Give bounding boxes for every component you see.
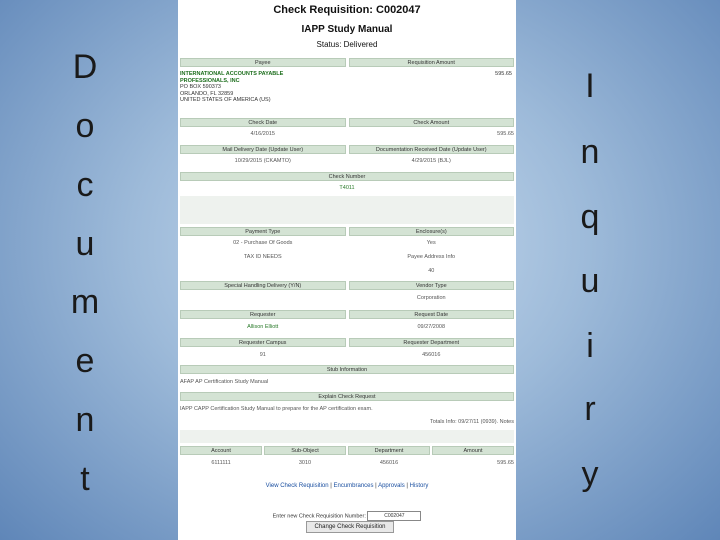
check-number-link[interactable]: T4011 xyxy=(339,185,355,191)
stub-row xyxy=(180,378,514,387)
amount-value: 595.65 xyxy=(497,460,514,466)
right-letter-6: r xyxy=(584,390,596,428)
payee-header: Payee xyxy=(180,58,346,67)
left-letter-6: e xyxy=(75,342,95,380)
right-letter-4: u xyxy=(580,262,600,300)
account-header: Account xyxy=(180,446,262,455)
amount-header: Amount xyxy=(432,446,514,455)
requisition-number-form xyxy=(178,511,516,521)
documentation-received-header: Documentation Received Date (Update User) xyxy=(349,145,515,154)
tax-row xyxy=(180,253,514,262)
left-letter-5: m xyxy=(70,283,100,321)
requester-link[interactable]: Allison Elliott xyxy=(247,324,279,330)
delivery-header-row xyxy=(180,145,514,154)
blank-band xyxy=(180,196,514,224)
view-check-requisition-link[interactable]: View Check Requisition xyxy=(265,483,329,489)
account-header-row xyxy=(180,446,514,455)
payee-address-1: PO BOX 590373 xyxy=(180,84,221,90)
change-check-requisition-button[interactable]: Change Check Requisition xyxy=(306,521,394,533)
vendor-type-header: Vendor Type xyxy=(349,281,515,290)
special-handling-header-row xyxy=(180,281,514,290)
stub-information-header: Stub Information xyxy=(180,365,514,374)
payee-name-2: PROFESSIONALS, INC xyxy=(180,77,240,84)
payee-name-1: INTERNATIONAL ACCOUNTS PAYABLE xyxy=(180,71,284,77)
stub-header-row xyxy=(180,365,514,374)
special-handling-value xyxy=(180,294,346,303)
right-letter-5: i xyxy=(586,327,594,365)
right-letter-7: y xyxy=(581,455,599,493)
check-date-header: Check Date xyxy=(180,118,346,127)
payee-address-3: UNITED STATES OF AMERICA (US) xyxy=(180,97,271,103)
campus-values xyxy=(180,351,514,360)
delivery-values xyxy=(180,157,514,166)
explanation-row xyxy=(180,405,514,414)
page-subtitle: IAPP Study Manual xyxy=(301,24,393,35)
explanation-text: IAPP CAPP Certification Study Manual to prepare for the AP certification exam. xyxy=(180,406,373,412)
account-value: 6111111 xyxy=(211,460,231,466)
department-value: 456016 xyxy=(379,460,399,466)
tax-id-status: TAX ID NEEDS xyxy=(243,254,282,260)
payment-type-values xyxy=(180,239,514,248)
requester-header: Requester xyxy=(180,310,346,319)
check-date: 4/16/2015 xyxy=(250,131,275,137)
left-letter-3: c xyxy=(76,166,94,204)
payment-type-header: Payment Type xyxy=(180,227,346,236)
sub-object-header: Sub-Object xyxy=(264,446,346,455)
check-number-header: Check Number xyxy=(180,172,514,181)
requisition-number-input[interactable]: C002047 xyxy=(367,511,421,521)
requisition-number-label: Enter new Check Requisition Number: xyxy=(272,513,366,520)
totals-info: Totals Info: 09/27/11 (0939). Notes xyxy=(430,419,514,425)
delivery-date: 10/29/2015 (CKAMTO) xyxy=(234,158,291,164)
requisition-amount: 595.65 xyxy=(495,71,512,77)
delivery-date-header: Mail Delivery Date (Update User) xyxy=(180,145,346,154)
left-letter-2: o xyxy=(75,107,95,145)
enclosures: Yes xyxy=(426,240,436,246)
left-letter-8: t xyxy=(80,460,90,498)
requisition-amount-header: Requisition Amount xyxy=(349,58,515,67)
campus-header-row xyxy=(180,338,514,347)
payee-address-info: Payee Address Info xyxy=(407,254,456,260)
right-letter-1: I xyxy=(585,67,595,105)
payee-info xyxy=(180,71,514,104)
explain-check-request-header: Explain Check Request xyxy=(180,392,514,401)
payee-block xyxy=(180,71,514,117)
payee-address-2: ORLANDO, FL 32859 xyxy=(180,90,234,97)
request-date-header: Request Date xyxy=(349,310,515,319)
stub-text: AFAP AP Certification Study Manual xyxy=(180,379,269,385)
payee-header-row xyxy=(180,58,514,67)
documentation-received-date: 4/29/2015 (BJL) xyxy=(411,158,451,164)
right-letter-2: n xyxy=(580,133,600,171)
status-text: Status: Delivered xyxy=(316,40,378,49)
code-row xyxy=(180,267,514,276)
vendor-type: Corporation xyxy=(416,295,446,301)
requester-header-row xyxy=(180,310,514,319)
payment-type: 02 - Purchase Of Goods xyxy=(233,240,293,246)
requester-campus-header: Requester Campus xyxy=(180,338,346,347)
encumbrances-link[interactable]: Encumbrances xyxy=(333,483,374,489)
code-right: 40 xyxy=(428,268,435,274)
footer-links: View Check Requisition | Encumbrances | Approvals | History xyxy=(265,483,429,489)
check-number-header-row xyxy=(180,172,514,181)
requester-department: 456016 xyxy=(422,352,441,358)
check-amount: 595.65 xyxy=(497,131,514,137)
special-handling-header: Special Handling Delivery (Y/N) xyxy=(180,281,346,290)
account-values-row xyxy=(180,459,514,468)
history-link[interactable]: History xyxy=(409,483,429,489)
code-left xyxy=(180,267,346,276)
requester-department-header: Requester Department xyxy=(349,338,515,347)
check-date-values xyxy=(180,130,514,139)
left-letter-4: u xyxy=(75,225,95,263)
payment-type-header-row xyxy=(180,227,514,236)
left-letter-7: n xyxy=(75,401,95,439)
enclosures-header: Enclosure(s) xyxy=(349,227,515,236)
request-date: 09/27/2008 xyxy=(417,324,446,330)
page-title: Check Requisition: C002047 xyxy=(273,4,421,16)
requester-campus: 91 xyxy=(259,352,266,358)
requester-values xyxy=(180,323,514,332)
approvals-link[interactable]: Approvals xyxy=(378,483,405,489)
explanation-header-row xyxy=(180,392,514,401)
department-header: Department xyxy=(348,446,430,455)
check-requisition-document xyxy=(178,0,516,540)
right-letter-3: q xyxy=(580,198,600,236)
blank-band-2 xyxy=(180,430,514,443)
check-number-row xyxy=(180,184,514,193)
totals-row xyxy=(180,418,514,427)
left-letter-1: D xyxy=(72,48,98,86)
vendor-type-values xyxy=(180,294,514,303)
sub-object-value: 3010 xyxy=(298,460,312,466)
check-date-header-row xyxy=(180,118,514,127)
check-amount-header: Check Amount xyxy=(349,118,515,127)
